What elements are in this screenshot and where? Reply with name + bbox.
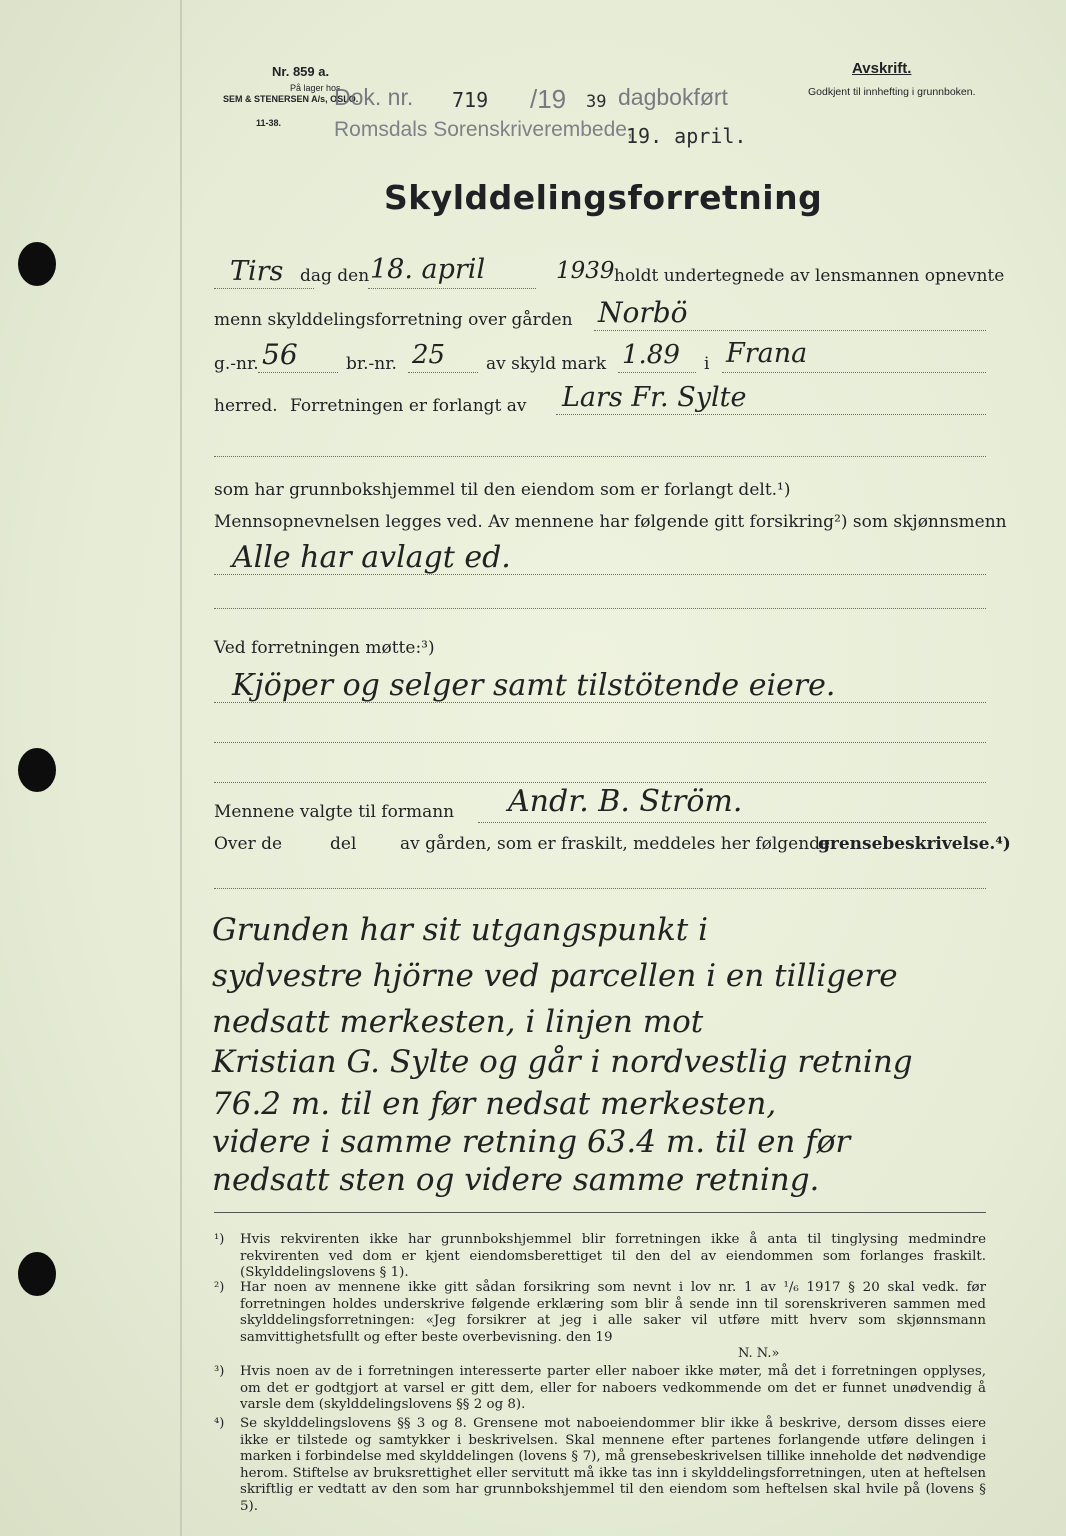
motte-label: Ved forretningen møtte:³): [214, 638, 435, 658]
forsikring-value: Alle har avlagt ed.: [232, 540, 511, 575]
stamp-doc-number: 719: [452, 88, 489, 112]
date-value: 18. april: [370, 254, 486, 285]
description-line: nedsatt merkesten, i linjen mot: [212, 1004, 704, 1040]
description-line: videre i samme retning 63.4 m. til en før: [212, 1124, 851, 1160]
godkjent-text: Godkjent til innhefting i grunnboken.: [808, 86, 976, 98]
skyld-value: 1.89: [622, 340, 680, 370]
herred-label: herred.: [214, 396, 278, 416]
stamp-dok-nr: Dok. nr.: [334, 84, 414, 110]
form-number: Nr. 859 a.: [272, 64, 330, 79]
footnote-divider: [214, 1212, 986, 1213]
motte-value: Kjöper og selger samt tilstötende eiere.: [232, 668, 836, 703]
print-date: 11-38.: [256, 118, 282, 128]
margin-line: [180, 0, 182, 1536]
page-title: Skylddelingsforretning: [384, 178, 823, 217]
brnr-value: 25: [412, 340, 446, 370]
avskrift-label: Avskrift.: [852, 60, 912, 77]
skyld-label: av skyld mark: [486, 354, 607, 374]
stamp-year-prefix: /19: [530, 84, 567, 114]
hjemmel-text: som har grunnbokshjemmel til den eiendom som er forlangt delt.¹): [214, 480, 791, 500]
stamp-dagbokfort: dagbokført: [618, 84, 728, 110]
footnote-text: Hvis rekvirenten ikke har grunnbokshjemmel blir forretningen ikke å anta til tinglysing medmindre rekvirenten ved dom er kjent eiendomsberettiget til den del av eiendommen som forlanges fraskilt. (Skylddelingslovens § 1).: [240, 1232, 986, 1281]
brnr-label: br.-nr.: [346, 354, 397, 374]
stamp-office: Romsdals Sorenskriverembede,: [334, 118, 633, 141]
footnote-text: Har noen av mennene ikke gitt sådan forsikring som nevnt i lov nr. 1 av ¹/₆ 1917 § 20 skal vedk. før forretningen holdes underskrive følgende erklæring som blir å sende inn til sorenskriveren sammen med skylddelingsforretningen: «Jeg forsikrer at jeg i alle saker vil utføre mitt hverv som skjønnsmann samvittighetsfullt og efter beste overbevisning. den 19: [240, 1280, 986, 1345]
requester-name: Lars Fr. Sylte: [562, 382, 747, 413]
forlangt-label: Forretningen er forlangt av: [290, 396, 527, 416]
grense-label: grensebeskrivelse.⁴): [818, 834, 1011, 854]
footnote-text: Hvis noen av de i forretningen interesserte parter eller naboer ikke møter, må det i forretningen opplyses, om det er godtgjort at varsel er gitt dem, eller for naboers vedkommende om det er funnet unødvendig å varsle dem (skylddelingslovens §§ 2 og 8).: [240, 1364, 986, 1413]
footnote-number: ¹): [214, 1232, 225, 1247]
punch-hole: [18, 1252, 56, 1296]
description-line: Kristian G. Sylte og går i nordvestlig retning: [212, 1044, 913, 1080]
punch-hole: [18, 242, 56, 286]
description-line: sydvestre hjörne ved parcellen i en tilligere: [212, 958, 898, 994]
formann-value: Andr. B. Ström.: [508, 784, 743, 819]
over-rest-text: av gården, som er fraskilt, meddeles her følgende: [400, 834, 831, 854]
held-text: holdt undertegnede av lensmannen opnevnte: [614, 266, 1005, 286]
publisher-line-1: På lager hos: [290, 83, 341, 93]
farm-name: Norbö: [598, 296, 688, 329]
dag-den-label: dag den: [300, 266, 370, 286]
punch-hole: [18, 748, 56, 792]
day-prefix: Tirs: [230, 256, 284, 287]
mennsop-text: Mennsopnevnelsen legges ved. Av mennene har følgende gitt forsikring²) som skjønnsmenn: [214, 512, 1007, 532]
footnote-number: ³): [214, 1364, 225, 1379]
footnote-text: Se skylddelingslovens §§ 3 og 8. Grensene mot naboeiendommer blir ikke å beskrive, dersom disses eiere ikke er tilstede og samtykker i beskrivelsen. Skal mennene efter partenes forlangende utføre delingen i marken i forbindelse med skylddelingen (lovens § 7), må grensebeskrivelsen tillike inneholde det nødvendige herom. Stiftelse av bruksrettighet eller servitutt må ikke tas inn i skylddelingsforretningen, uten at heftelsen skriftlig er vedtatt av den som har grunnbokshjemmel til den eiendom som heftelsen skal hvile på (lovens § 5).: [240, 1416, 986, 1514]
i-label: i: [704, 354, 710, 374]
gnr-label: g.-nr.: [214, 354, 259, 374]
description-line: nedsatt sten og videre samme retning.: [212, 1162, 820, 1198]
stamp-year: 39: [586, 92, 607, 112]
description-line: 76.2 m. til en før nedsat merkesten,: [212, 1086, 777, 1122]
gnr-value: 56: [262, 338, 298, 371]
year-value: 1939: [556, 258, 615, 284]
menn-text: menn skylddelingsforretning over gården: [214, 310, 573, 330]
over-de-label: Over de: [214, 834, 283, 854]
description-line: Grunden har sit utgangspunkt i: [212, 912, 709, 948]
stamp-date: 19. april.: [626, 124, 747, 148]
publisher-line-2: SEM & STENERSEN A/s, OSLO.: [223, 94, 359, 104]
footnote-signature: N. N.»: [738, 1346, 780, 1361]
formann-label: Mennene valgte til formann: [214, 802, 455, 822]
herred-name: Frana: [726, 338, 808, 369]
del-label: del: [330, 834, 357, 854]
footnote-number: ⁴): [214, 1416, 225, 1431]
footnote-number: ²): [214, 1280, 225, 1295]
